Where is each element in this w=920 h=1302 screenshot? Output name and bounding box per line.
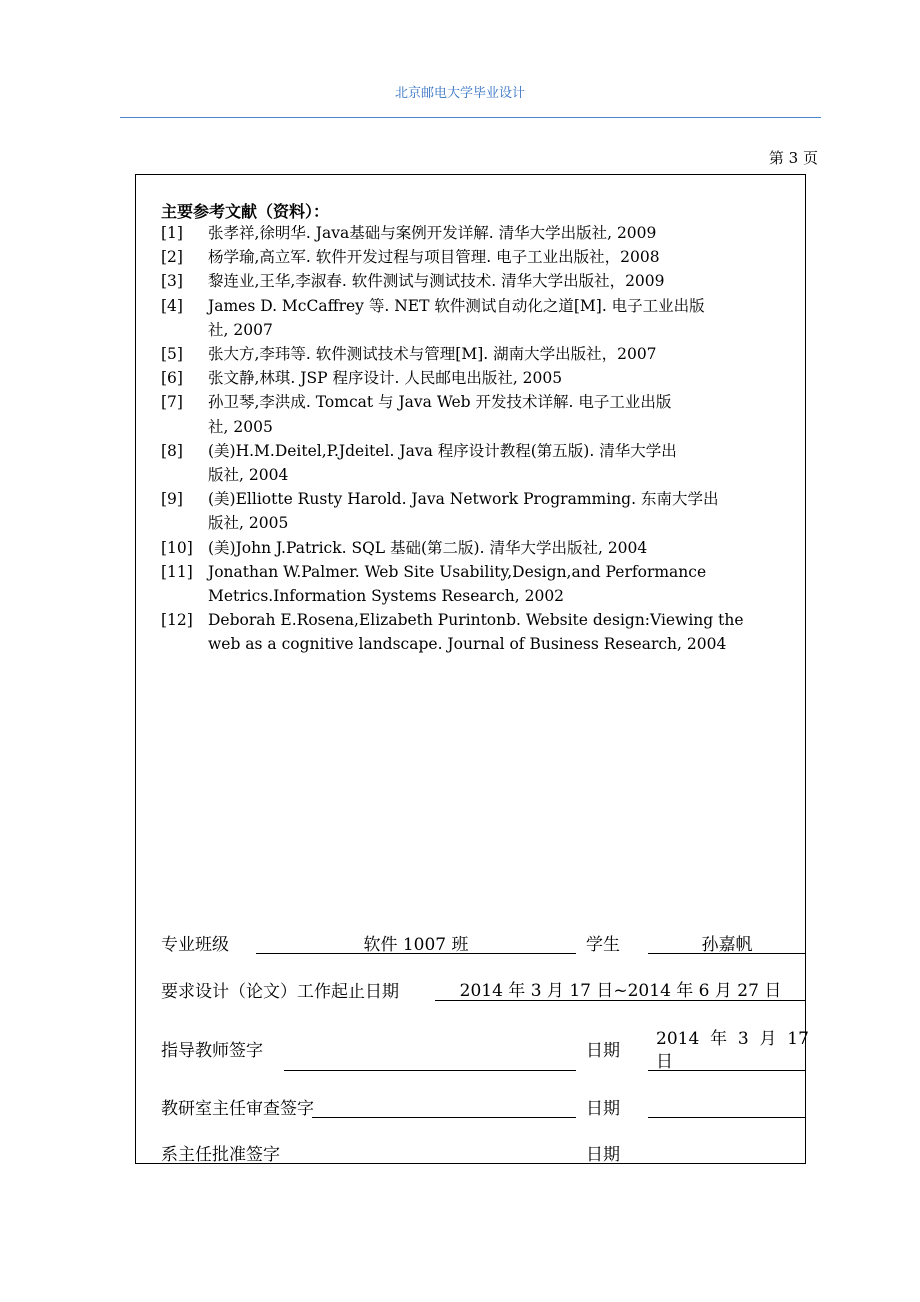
page-number: 第 3 页 [768, 149, 818, 167]
reference-number: [5] [161, 345, 183, 364]
reference-item [161, 560, 801, 608]
dept-date-label: 日期 [586, 1145, 620, 1165]
major-class-label: 专业班级 [161, 935, 229, 955]
reference-item [161, 439, 801, 487]
office-date-label: 日期 [586, 1099, 620, 1119]
reference-text-line: 版社, 2004 [208, 466, 289, 485]
major-class-value: 软件 1007 班 [363, 935, 469, 955]
student-line [648, 953, 806, 954]
reference-text-line: 张孝祥,徐明华. Java基础与案例开发详解. 清华大学出版社, 2009 [208, 224, 657, 242]
reference-text [208, 245, 801, 269]
reference-text [208, 536, 801, 560]
office-date-line [648, 1117, 806, 1118]
reference-item [161, 294, 801, 342]
reference-text [208, 439, 801, 487]
reference-item [161, 245, 801, 269]
dept-director-line [312, 1163, 576, 1164]
office-director-line [312, 1117, 576, 1118]
reference-text-line: (美)H.M.Deitel,P.Jdeitel. Java 程序设计教程(第五版). 清华大学出 [208, 441, 677, 460]
reference-list [161, 221, 801, 657]
reference-text-line: Metrics.Information Systems Research, 2002 [208, 587, 565, 606]
reference-text-line: 张大方,李玮等. 软件测试技术与管理[M]. 湖南大学出版社，2007 [208, 345, 657, 364]
reference-number: [8] [161, 441, 183, 460]
reference-item [161, 390, 801, 438]
reference-item [161, 608, 801, 656]
reference-number: [3] [161, 272, 183, 291]
advisor-date-line1: 2014 年 3 月 17 [656, 1029, 809, 1049]
reference-text [208, 269, 801, 293]
reference-item [161, 269, 801, 293]
reference-number: [2] [161, 248, 183, 267]
reference-item [161, 366, 801, 390]
reference-text [208, 342, 801, 366]
reference-text [208, 294, 801, 342]
reference-text-line: James D. McCaffrey 等. NET 软件测试自动化之道[M]. 电子工业出版 [208, 296, 705, 315]
reference-item [161, 536, 801, 560]
reference-text-line: 杨学瑜,高立军. 软件开发过程与项目管理. 电子工业出版社，2008 [208, 248, 660, 267]
references-heading: 主要参考文献（资料）： [161, 202, 330, 221]
reference-text-line: Deborah E.Rosena,Elizabeth Purintonb. Website design:Viewing the [208, 611, 744, 630]
advisor-date-label: 日期 [586, 1041, 620, 1061]
work-period-label: 要求设计（论文）工作起止日期 [161, 982, 399, 1002]
reference-text-line: 黎连业,王华,李淑春. 软件测试与测试技术. 清华大学出版社，2009 [208, 272, 665, 291]
advisor-signature-line [284, 1070, 576, 1071]
reference-number: [9] [161, 490, 183, 509]
reference-number: [10] [161, 538, 193, 557]
page-header-title: 北京邮电大学毕业设计 [394, 86, 525, 101]
advisor-signature-label: 指导教师签字 [161, 1041, 263, 1061]
reference-text [208, 487, 801, 535]
reference-number: [7] [161, 393, 183, 412]
reference-text [208, 366, 801, 390]
reference-item [161, 221, 801, 245]
reference-text-line: 张文静,林琪. JSP 程序设计. 人民邮电出版社, 2005 [208, 369, 563, 388]
student-label: 学生 [586, 935, 620, 955]
reference-text-line: 版社, 2005 [208, 514, 289, 533]
header-rule [120, 117, 821, 118]
advisor-date-line2: 日 [656, 1052, 673, 1072]
reference-item [161, 487, 801, 535]
student-value: 孙嘉帆 [701, 935, 753, 955]
major-class-line [256, 953, 576, 954]
reference-text-line: web as a cognitive landscape. Journal of Business Research, 2004 [208, 635, 727, 654]
work-period-value: 2014 年 3 月 17 日~2014 年 6 月 27 日 [459, 981, 782, 1001]
reference-text-line: Jonathan W.Palmer. Web Site Usability,Design,and Performance [208, 562, 707, 581]
reference-text-line: 孙卫琴,李洪成. Tomcat 与 Java Web 开发技术详解. 电子工业出版 [208, 393, 672, 412]
work-period-line [435, 1000, 806, 1001]
advisor-date-line [648, 1070, 806, 1071]
reference-text-line: (美)Elliotte Rusty Harold. Java Network Programming. 东南大学出 [208, 490, 719, 509]
reference-text [208, 560, 801, 608]
reference-number: [11] [161, 562, 193, 581]
reference-text-line: 社, 2007 [208, 320, 273, 339]
reference-text-line: 社, 2005 [208, 417, 273, 436]
reference-number: [4] [161, 296, 183, 315]
reference-number: [1] [161, 224, 183, 242]
reference-number: [12] [161, 611, 193, 630]
office-director-label: 教研室主任审查签字 [161, 1099, 314, 1119]
reference-text [208, 221, 801, 245]
reference-text [208, 608, 801, 656]
reference-text-line: (美)John J.Patrick. SQL 基础(第二版). 清华大学出版社, 2004 [208, 538, 648, 557]
dept-director-label: 系主任批准签字 [161, 1145, 280, 1165]
dept-date-line [648, 1163, 806, 1164]
reference-item [161, 342, 801, 366]
reference-number: [6] [161, 369, 183, 388]
reference-text [208, 390, 801, 438]
